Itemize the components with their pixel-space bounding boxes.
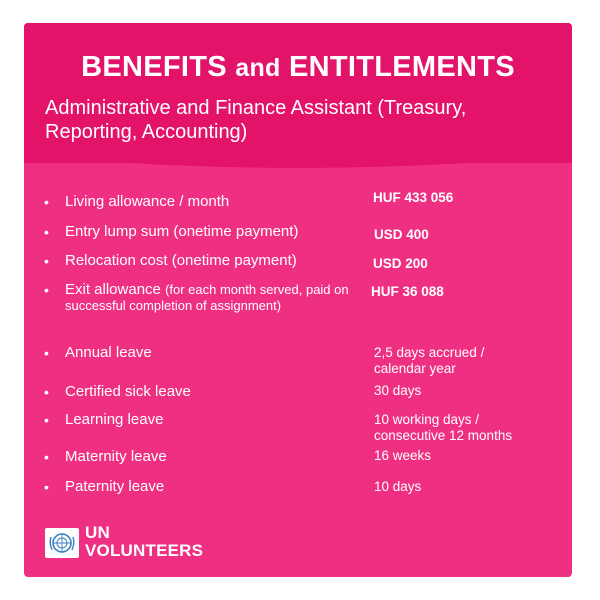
item-value: 10 days: [374, 479, 422, 494]
bullet-icon: •: [44, 384, 49, 400]
item-value: HUF 36 088: [371, 284, 444, 299]
bullet-icon: •: [44, 282, 49, 298]
item-value: 2,5 days accrued / calendar year: [374, 345, 485, 376]
bullet-icon: •: [44, 479, 49, 495]
un-volunteers-logo: [45, 523, 265, 562]
item-label: Annual leave: [65, 344, 152, 361]
item-value: 16 weeks: [374, 448, 432, 463]
logo-line-un: UN: [85, 523, 110, 542]
item-label: Maternity leave: [65, 448, 167, 465]
bullet-icon: •: [44, 412, 49, 428]
logo-wordmark: [85, 524, 203, 560]
item-label: [65, 282, 355, 314]
un-emblem-icon: [45, 528, 79, 558]
item-label-main: Exit allowance: [65, 281, 161, 298]
logo-line-volunteers: VOLUNTEERS: [85, 541, 204, 560]
bullet-icon: •: [44, 449, 49, 465]
bullet-icon: •: [44, 253, 49, 269]
header-curve: [24, 141, 572, 181]
item-value: HUF 433 056: [373, 190, 454, 205]
item-label: Entry lump sum (onetime payment): [65, 223, 299, 240]
item-value: 30 days: [374, 383, 422, 398]
item-label: Paternity leave: [65, 478, 165, 495]
item-value: 10 working days / consecutive 12 months: [374, 412, 513, 443]
item-label-note: (for each month served, paid on successful completion of assignment): [65, 282, 349, 313]
page-title: BENEFITS and ENTITLEMENTS: [81, 51, 515, 83]
bullet-icon: •: [44, 194, 49, 210]
item-label: Living allowance / month: [65, 193, 230, 210]
bullet-icon: •: [44, 345, 49, 361]
item-value: USD 200: [373, 256, 428, 271]
item-label: Learning leave: [65, 411, 164, 428]
benefits-card: [24, 23, 572, 577]
item-label: Relocation cost (onetime payment): [65, 252, 297, 269]
item-value: USD 400: [374, 227, 429, 242]
bullet-icon: •: [44, 224, 49, 240]
item-label: Certified sick leave: [65, 383, 191, 400]
page-subtitle: Administrative and Finance Assistant (Treasury, Reporting, Accounting): [45, 97, 467, 143]
